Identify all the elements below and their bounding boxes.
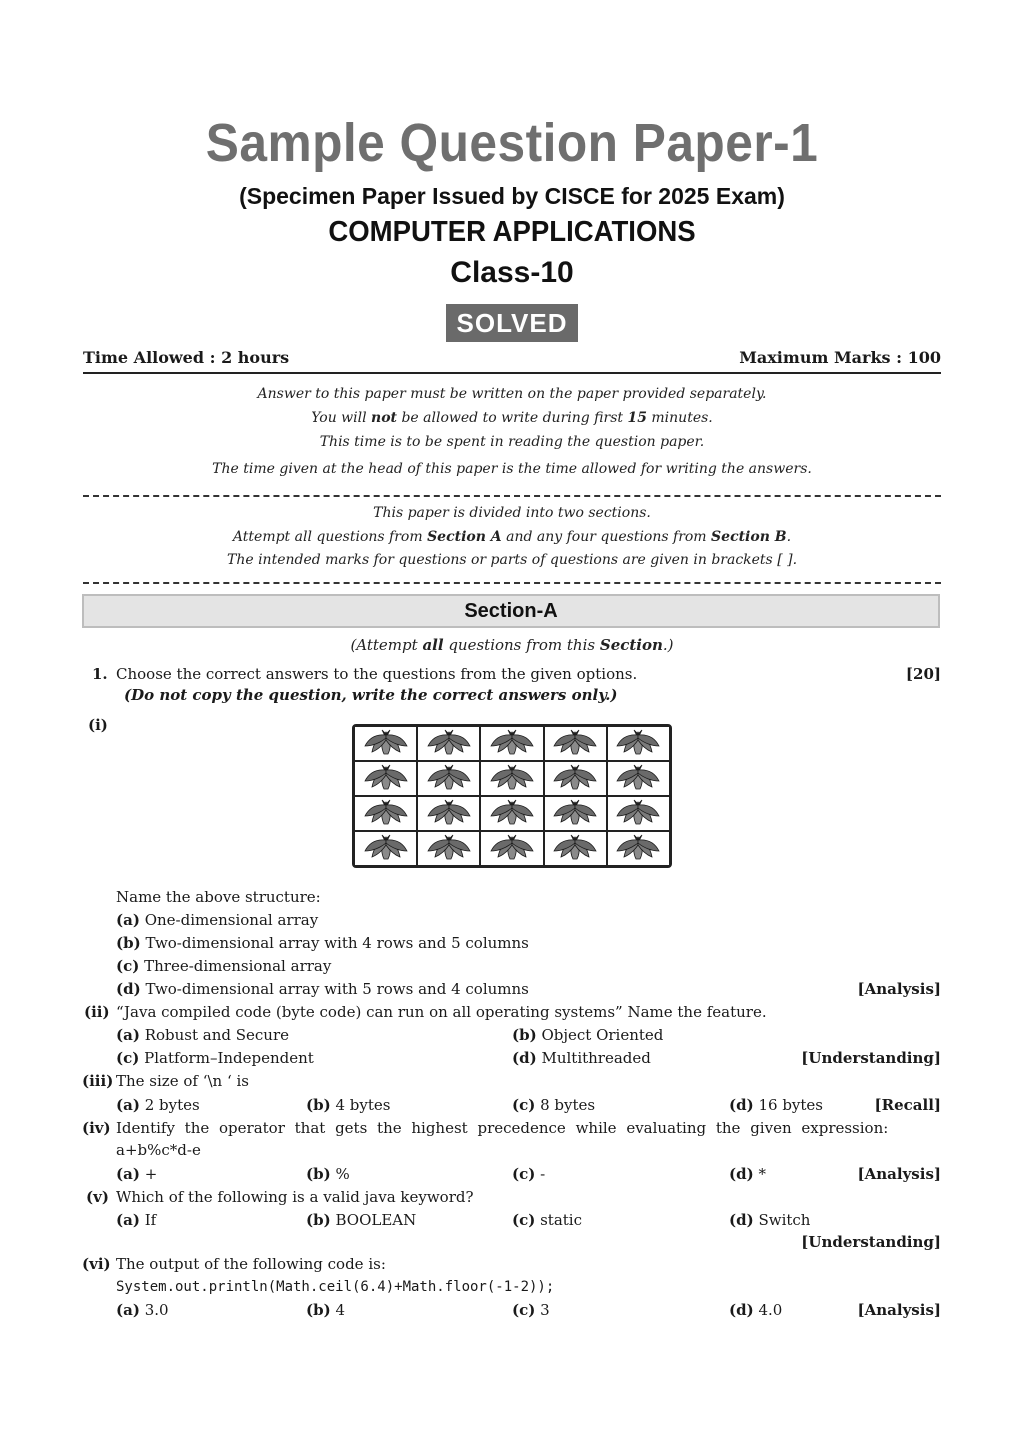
option-text: Three-dimensional array (144, 957, 332, 975)
grid-cell (607, 831, 670, 866)
subquestion-stem: Which of the following is a valid java keyword? (116, 1188, 474, 1206)
flower-icon (488, 728, 536, 760)
cognitive-tag: [Understanding] (801, 1233, 941, 1251)
grid-cell (607, 796, 670, 831)
paper-title: Sample Question Paper-1 (205, 113, 819, 173)
flower-icon (551, 728, 599, 760)
code-snippet: System.out.println(Math.ceil(6.4)+Math.floor(-1-2)); (116, 1279, 555, 1295)
subquestion-number: (v) (86, 1188, 109, 1206)
option-c (116, 957, 331, 975)
option-c (116, 1049, 314, 1067)
subquestion-number: (iv) (82, 1119, 111, 1137)
subquestion-stem: The output of the following code is: (116, 1255, 386, 1273)
option-text: 4 (335, 1301, 346, 1319)
grid-cell (354, 726, 417, 761)
option-d (729, 1301, 782, 1319)
option-label: (b) (306, 1165, 331, 1183)
subquestion-number: (vi) (82, 1255, 111, 1273)
instruction-text: and any four questions from (501, 529, 712, 545)
option-label: (a) (116, 1301, 140, 1319)
option-label: (d) (729, 1165, 754, 1183)
grid-cell (417, 796, 480, 831)
instruction-line-2 (83, 410, 941, 426)
subquestion-stem: Name the above structure: (116, 888, 321, 906)
option-label: (a) (116, 911, 140, 929)
subquestion-stem: Identify the operator that gets the highest precedence while evaluating the given expression: (116, 1119, 889, 1137)
option-label: (d) (729, 1301, 754, 1319)
time-marks-bar (83, 346, 941, 374)
instruction-line-1: Answer to this paper must be written on the paper provided separately. (257, 386, 767, 402)
option-b (306, 1211, 416, 1229)
note-text: questions from this (443, 636, 600, 654)
option-text: Switch (758, 1211, 811, 1229)
option-label: (c) (512, 1096, 536, 1114)
option-b (306, 1096, 390, 1114)
option-label: (c) (116, 1049, 140, 1067)
section-note (83, 636, 941, 654)
flower-icon (551, 763, 599, 795)
option-b (116, 934, 529, 952)
grid-cell (417, 761, 480, 796)
option-text: 2 bytes (144, 1096, 200, 1114)
option-label: (a) (116, 1211, 140, 1229)
flower-icon (425, 833, 473, 865)
grid-cell (544, 831, 607, 866)
option-text: BOOLEAN (335, 1211, 417, 1229)
instruction-emphasis: 15 (627, 410, 647, 426)
option-text: Robust and Secure (144, 1026, 290, 1044)
grid-cell (354, 831, 417, 866)
question-note: (Do not copy the question, write the correct answers only.) (124, 686, 618, 704)
grid-cell (480, 761, 543, 796)
instruction-text: be allowed to write during first (397, 410, 628, 426)
option-d (116, 980, 529, 998)
flower-icon (362, 833, 410, 865)
option-b (306, 1301, 345, 1319)
option-label: (c) (512, 1165, 536, 1183)
flower-icon (362, 798, 410, 830)
flower-icon (425, 728, 473, 760)
question-text: Choose the correct answers to the questions from the given options. (116, 665, 638, 683)
cognitive-tag: [Analysis] (857, 1301, 941, 1319)
note-emphasis: Section (599, 636, 663, 654)
flower-icon (551, 798, 599, 830)
flower-icon (362, 728, 410, 760)
instruction-text: You will (311, 410, 372, 426)
dashed-divider (83, 495, 941, 497)
question-number: 1. (92, 665, 108, 683)
grid-cell (480, 796, 543, 831)
flower-icon (614, 833, 662, 865)
expression: a+b%c*d-e (116, 1141, 201, 1159)
option-label: (d) (512, 1049, 537, 1067)
grid-cell (480, 726, 543, 761)
instruction-text: . (786, 529, 792, 545)
flower-icon (362, 763, 410, 795)
option-label: (d) (729, 1211, 754, 1229)
option-label: (a) (116, 1165, 140, 1183)
grid-cell (354, 796, 417, 831)
option-text: % (335, 1165, 350, 1183)
option-label: (b) (306, 1301, 331, 1319)
option-label: (a) (116, 1096, 140, 1114)
instruction-line-3: This time is to be spent in reading the question paper. (319, 434, 705, 450)
option-label: (a) (116, 1026, 140, 1044)
grid-cell (417, 726, 480, 761)
option-label: (b) (306, 1096, 331, 1114)
option-label: (d) (729, 1096, 754, 1114)
option-a (116, 1301, 169, 1319)
option-text: Platform–Independent (144, 1049, 314, 1067)
cognitive-tag: [Analysis] (857, 1165, 941, 1183)
option-text: 4 bytes (335, 1096, 391, 1114)
grid-cell (417, 831, 480, 866)
option-c (512, 1165, 545, 1183)
flower-icon (614, 763, 662, 795)
cognitive-tag: [Understanding] (801, 1049, 941, 1067)
option-b (306, 1165, 350, 1183)
instruction-emphasis: not (371, 410, 398, 426)
note-emphasis: all (422, 636, 444, 654)
flower-icon (551, 833, 599, 865)
option-b (512, 1026, 663, 1044)
instruction-emphasis: Section A (427, 529, 502, 545)
instruction-line-4: The time given at the head of this paper is the time allowed for writing the answers. (212, 461, 812, 477)
option-d (729, 1165, 766, 1183)
instruction-emphasis: Section B (711, 529, 787, 545)
flower-icon (425, 798, 473, 830)
instruction-text: Attempt all questions from (232, 529, 428, 545)
instruction-line-6 (83, 529, 941, 545)
flower-icon (488, 833, 536, 865)
flower-icon (614, 798, 662, 830)
option-text: Multithreaded (541, 1049, 651, 1067)
flower-icon (614, 728, 662, 760)
flower-icon (425, 763, 473, 795)
grid-cell (544, 726, 607, 761)
option-text: Two-dimensional array with 4 rows and 5 columns (145, 934, 529, 952)
grid-cell (607, 761, 670, 796)
option-c (512, 1301, 550, 1319)
option-text: static (540, 1211, 583, 1229)
option-text: 3 (540, 1301, 550, 1319)
option-d (729, 1096, 823, 1114)
option-text: 16 bytes (758, 1096, 824, 1114)
instruction-line-5: This paper is divided into two sections. (373, 505, 651, 521)
option-text: If (144, 1211, 157, 1229)
subject-title: COMPUTER APPLICATIONS (328, 216, 696, 248)
option-text: 8 bytes (540, 1096, 596, 1114)
subquestion-number: (iii) (82, 1072, 114, 1090)
question-marks: [20] (905, 665, 941, 683)
option-a (116, 911, 318, 929)
option-text: * (758, 1165, 766, 1183)
option-label: (c) (512, 1211, 536, 1229)
subquestion-number: (ii) (84, 1003, 110, 1021)
section-a-header: Section-A (82, 594, 940, 628)
option-label: (b) (512, 1026, 537, 1044)
option-label: (b) (116, 934, 141, 952)
option-text: 4.0 (758, 1301, 783, 1319)
option-d (729, 1211, 810, 1229)
option-a (116, 1211, 156, 1229)
note-text: (Attempt (350, 636, 423, 654)
option-label: (b) (306, 1211, 331, 1229)
note-text: .) (662, 636, 674, 654)
option-text: Object Oriented (541, 1026, 664, 1044)
cognitive-tag: [Recall] (874, 1096, 941, 1114)
option-text: - (540, 1165, 546, 1183)
option-c (512, 1211, 582, 1229)
grid-cell (544, 796, 607, 831)
subquestion-stem: The size of ‘\n ‘ is (116, 1072, 249, 1090)
subquestion-stem: “Java compiled code (byte code) can run on all operating systems” Name the feature. (116, 1003, 767, 1021)
option-a (116, 1165, 157, 1183)
maximum-marks: Maximum Marks : 100 (739, 348, 941, 367)
option-text: Two-dimensional array with 5 rows and 4 columns (145, 980, 529, 998)
grid-cell (544, 761, 607, 796)
solved-badge: SOLVED (446, 304, 578, 342)
grid-cell (607, 726, 670, 761)
option-text: 3.0 (144, 1301, 169, 1319)
flower-icon (488, 763, 536, 795)
option-a (116, 1096, 200, 1114)
subquestion-number: (i) (88, 716, 108, 734)
time-allowed: Time Allowed : 2 hours (83, 348, 290, 367)
class-title: Class-10 (450, 256, 574, 289)
option-label: (d) (116, 980, 141, 998)
flower-icon (488, 798, 536, 830)
option-label: (c) (116, 957, 140, 975)
dashed-divider (83, 582, 941, 584)
array-grid-figure (352, 724, 672, 868)
instruction-line-7: The intended marks for questions or parts of questions are given in brackets [ ]. (226, 552, 798, 568)
option-text: One-dimensional array (144, 911, 319, 929)
option-c (512, 1096, 595, 1114)
option-d (512, 1049, 651, 1067)
instruction-text: minutes. (646, 410, 713, 426)
grid-cell (480, 831, 543, 866)
option-text: + (144, 1165, 158, 1183)
option-a (116, 1026, 289, 1044)
option-label: (c) (512, 1301, 536, 1319)
cognitive-tag: [Analysis] (857, 980, 941, 998)
paper-subtitle: (Specimen Paper Issued by CISCE for 2025 Exam) (239, 183, 785, 209)
grid-cell (354, 761, 417, 796)
